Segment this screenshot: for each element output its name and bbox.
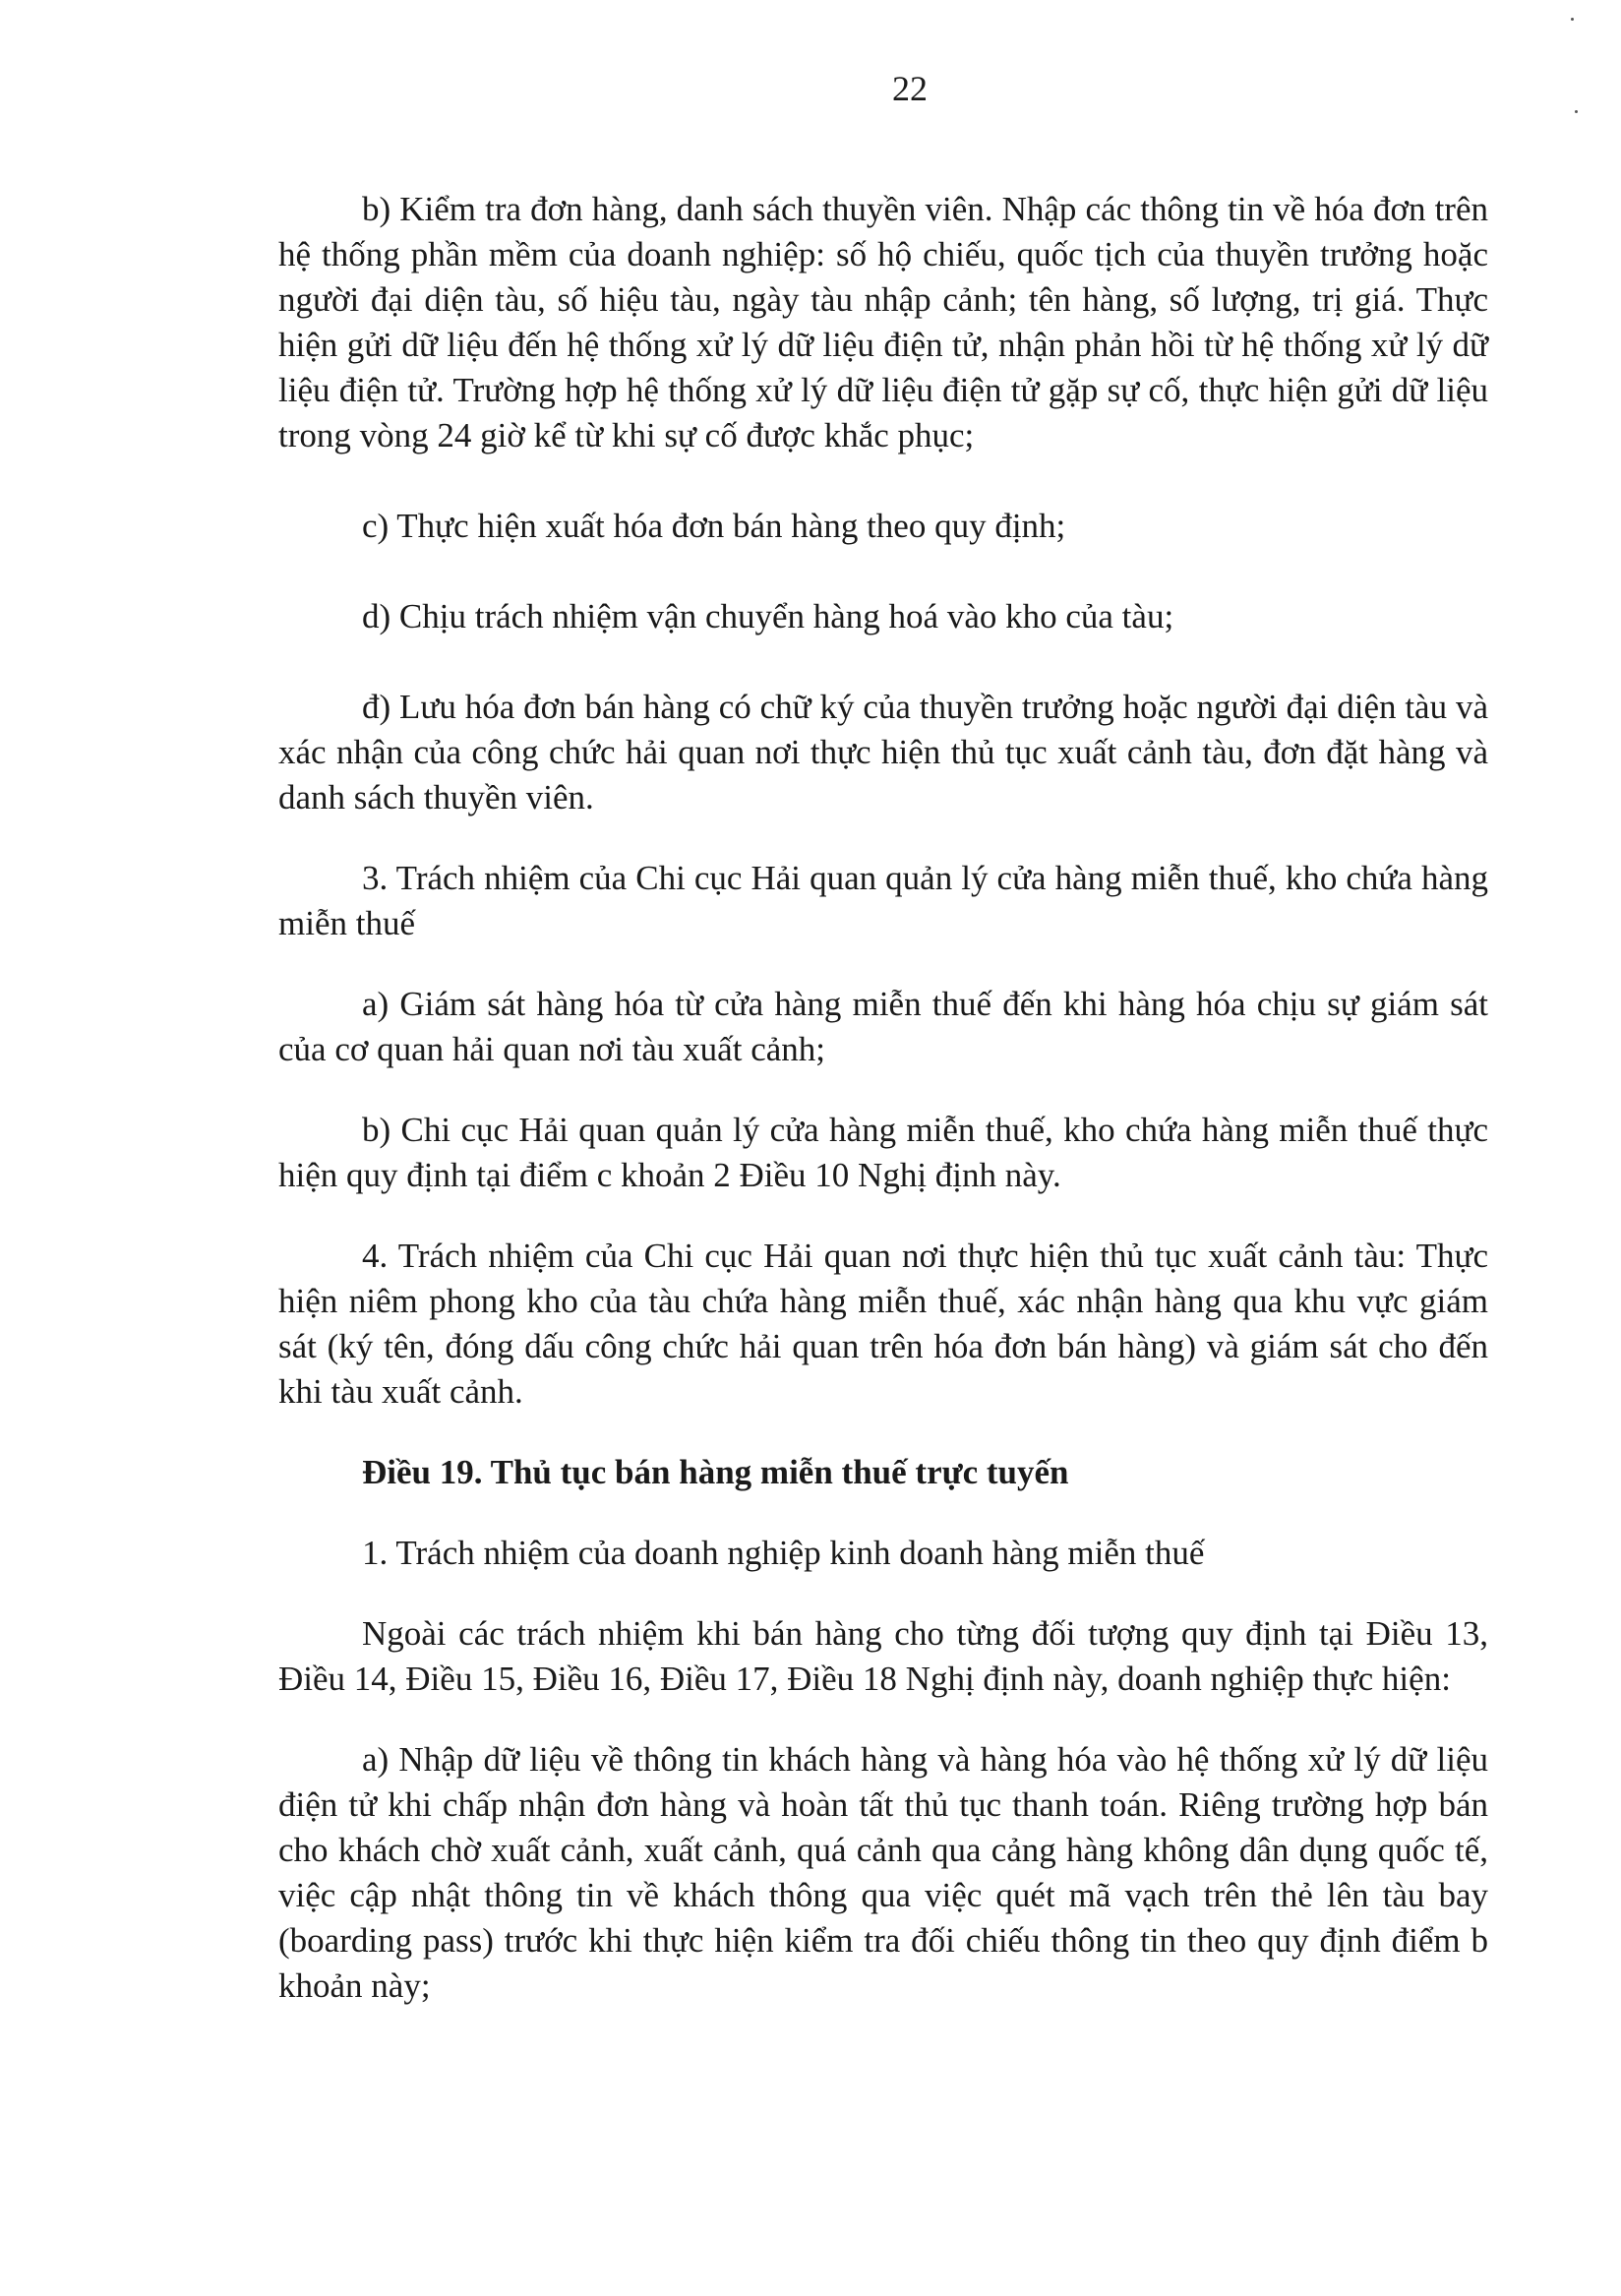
paragraph-4: 4. Trách nhiệm của Chi cục Hải quan nơi thực hiện thủ tục xuất cảnh tàu: Thực hiện niêm phong kho của tàu chứa hàng miễn thuế, xác nhận hàng qua khu vực giám sát (ký tên, đóng dấu công chức hải quan trên hóa đơn bán hàng) và giám sát cho đến khi tàu xuất cảnh.	[278, 1237, 1488, 1411]
paragraph-19-intro: Ngoài các trách nhiệm khi bán hàng cho từng đối tượng quy định tại Điều 13, Điều 14, Điều 15, Điều 16, Điều 17, Điều 18 Nghị định này, doanh nghiệp thực hiện:	[278, 1614, 1488, 1698]
paragraph-3b: b) Chi cục Hải quan quản lý cửa hàng miễn thuế, kho chứa hàng miễn thuế thực hiện quy định tại điểm c khoản 2 Điều 10 Nghị định này.	[278, 1111, 1488, 1194]
paragraph-2b: b) Kiểm tra đơn hàng, danh sách thuyền viên. Nhập các thông tin về hóa đơn trên hệ thống phần mềm của doanh nghiệp: số hộ chiếu, quốc tịch của thuyền trưởng hoặc người đại diện tàu, số hiệu tàu, ngày tàu nhập cảnh; tên hàng, số lượng, trị giá. Thực hiện gửi dữ liệu đến hệ thống xử lý dữ liệu điện tử, nhận phản hồi từ hệ thống xử lý dữ liệu điện tử. Trường hợp hệ thống xử lý dữ liệu điện tử gặp sự cố, thực hiện gửi dữ liệu trong vòng 24 giờ kể từ khi sự cố được khắc phục;	[278, 190, 1488, 454]
paragraph-19-1a: a) Nhập dữ liệu về thông tin khách hàng và hàng hóa vào hệ thống xử lý dữ liệu điện tử khi chấp nhận đơn hàng và hoàn tất thủ tục thanh toán. Riêng trường hợp bán cho khách chờ xuất cảnh, xuất cảnh, quá cảnh qua cảng hàng không dân dụng quốc tế, việc cập nhật thông tin về khách thông qua việc quét mã vạch trên thẻ lên tàu bay (boarding pass) trước khi thực hiện kiểm tra đối chiếu thông tin theo quy định điểm b khoản này;	[278, 1740, 1488, 2005]
paragraph-2dd: đ) Lưu hóa đơn bán hàng có chữ ký của thuyền trưởng hoặc người đại diện tàu và xác nhận của công chức hải quan nơi thực hiện thủ tục xuất cảnh tàu, đơn đặt hàng và danh sách thuyền viên.	[278, 688, 1488, 816]
paragraph-19-1: 1. Trách nhiệm của doanh nghiệp kinh doanh hàng miễn thuế	[362, 1534, 1205, 1572]
article-19-heading: Điều 19. Thủ tục bán hàng miễn thuế trực tuyến	[362, 1453, 1069, 1491]
scan-speck	[1571, 18, 1574, 21]
document-body	[278, 187, 1488, 2009]
paragraph-2c: c) Thực hiện xuất hóa đơn bán hàng theo quy định;	[362, 507, 1066, 545]
paragraph-3: 3. Trách nhiệm của Chi cục Hải quan quản lý cửa hàng miễn thuế, kho chứa hàng miễn thuế	[278, 859, 1488, 942]
page-number: 22	[892, 69, 928, 108]
paragraph-3a: a) Giám sát hàng hóa từ cửa hàng miễn thuế đến khi hàng hóa chịu sự giám sát của cơ quan hải quan nơi tàu xuất cảnh;	[278, 985, 1488, 1068]
paragraph-2d: d) Chịu trách nhiệm vận chuyển hàng hoá vào kho của tàu;	[362, 597, 1174, 635]
